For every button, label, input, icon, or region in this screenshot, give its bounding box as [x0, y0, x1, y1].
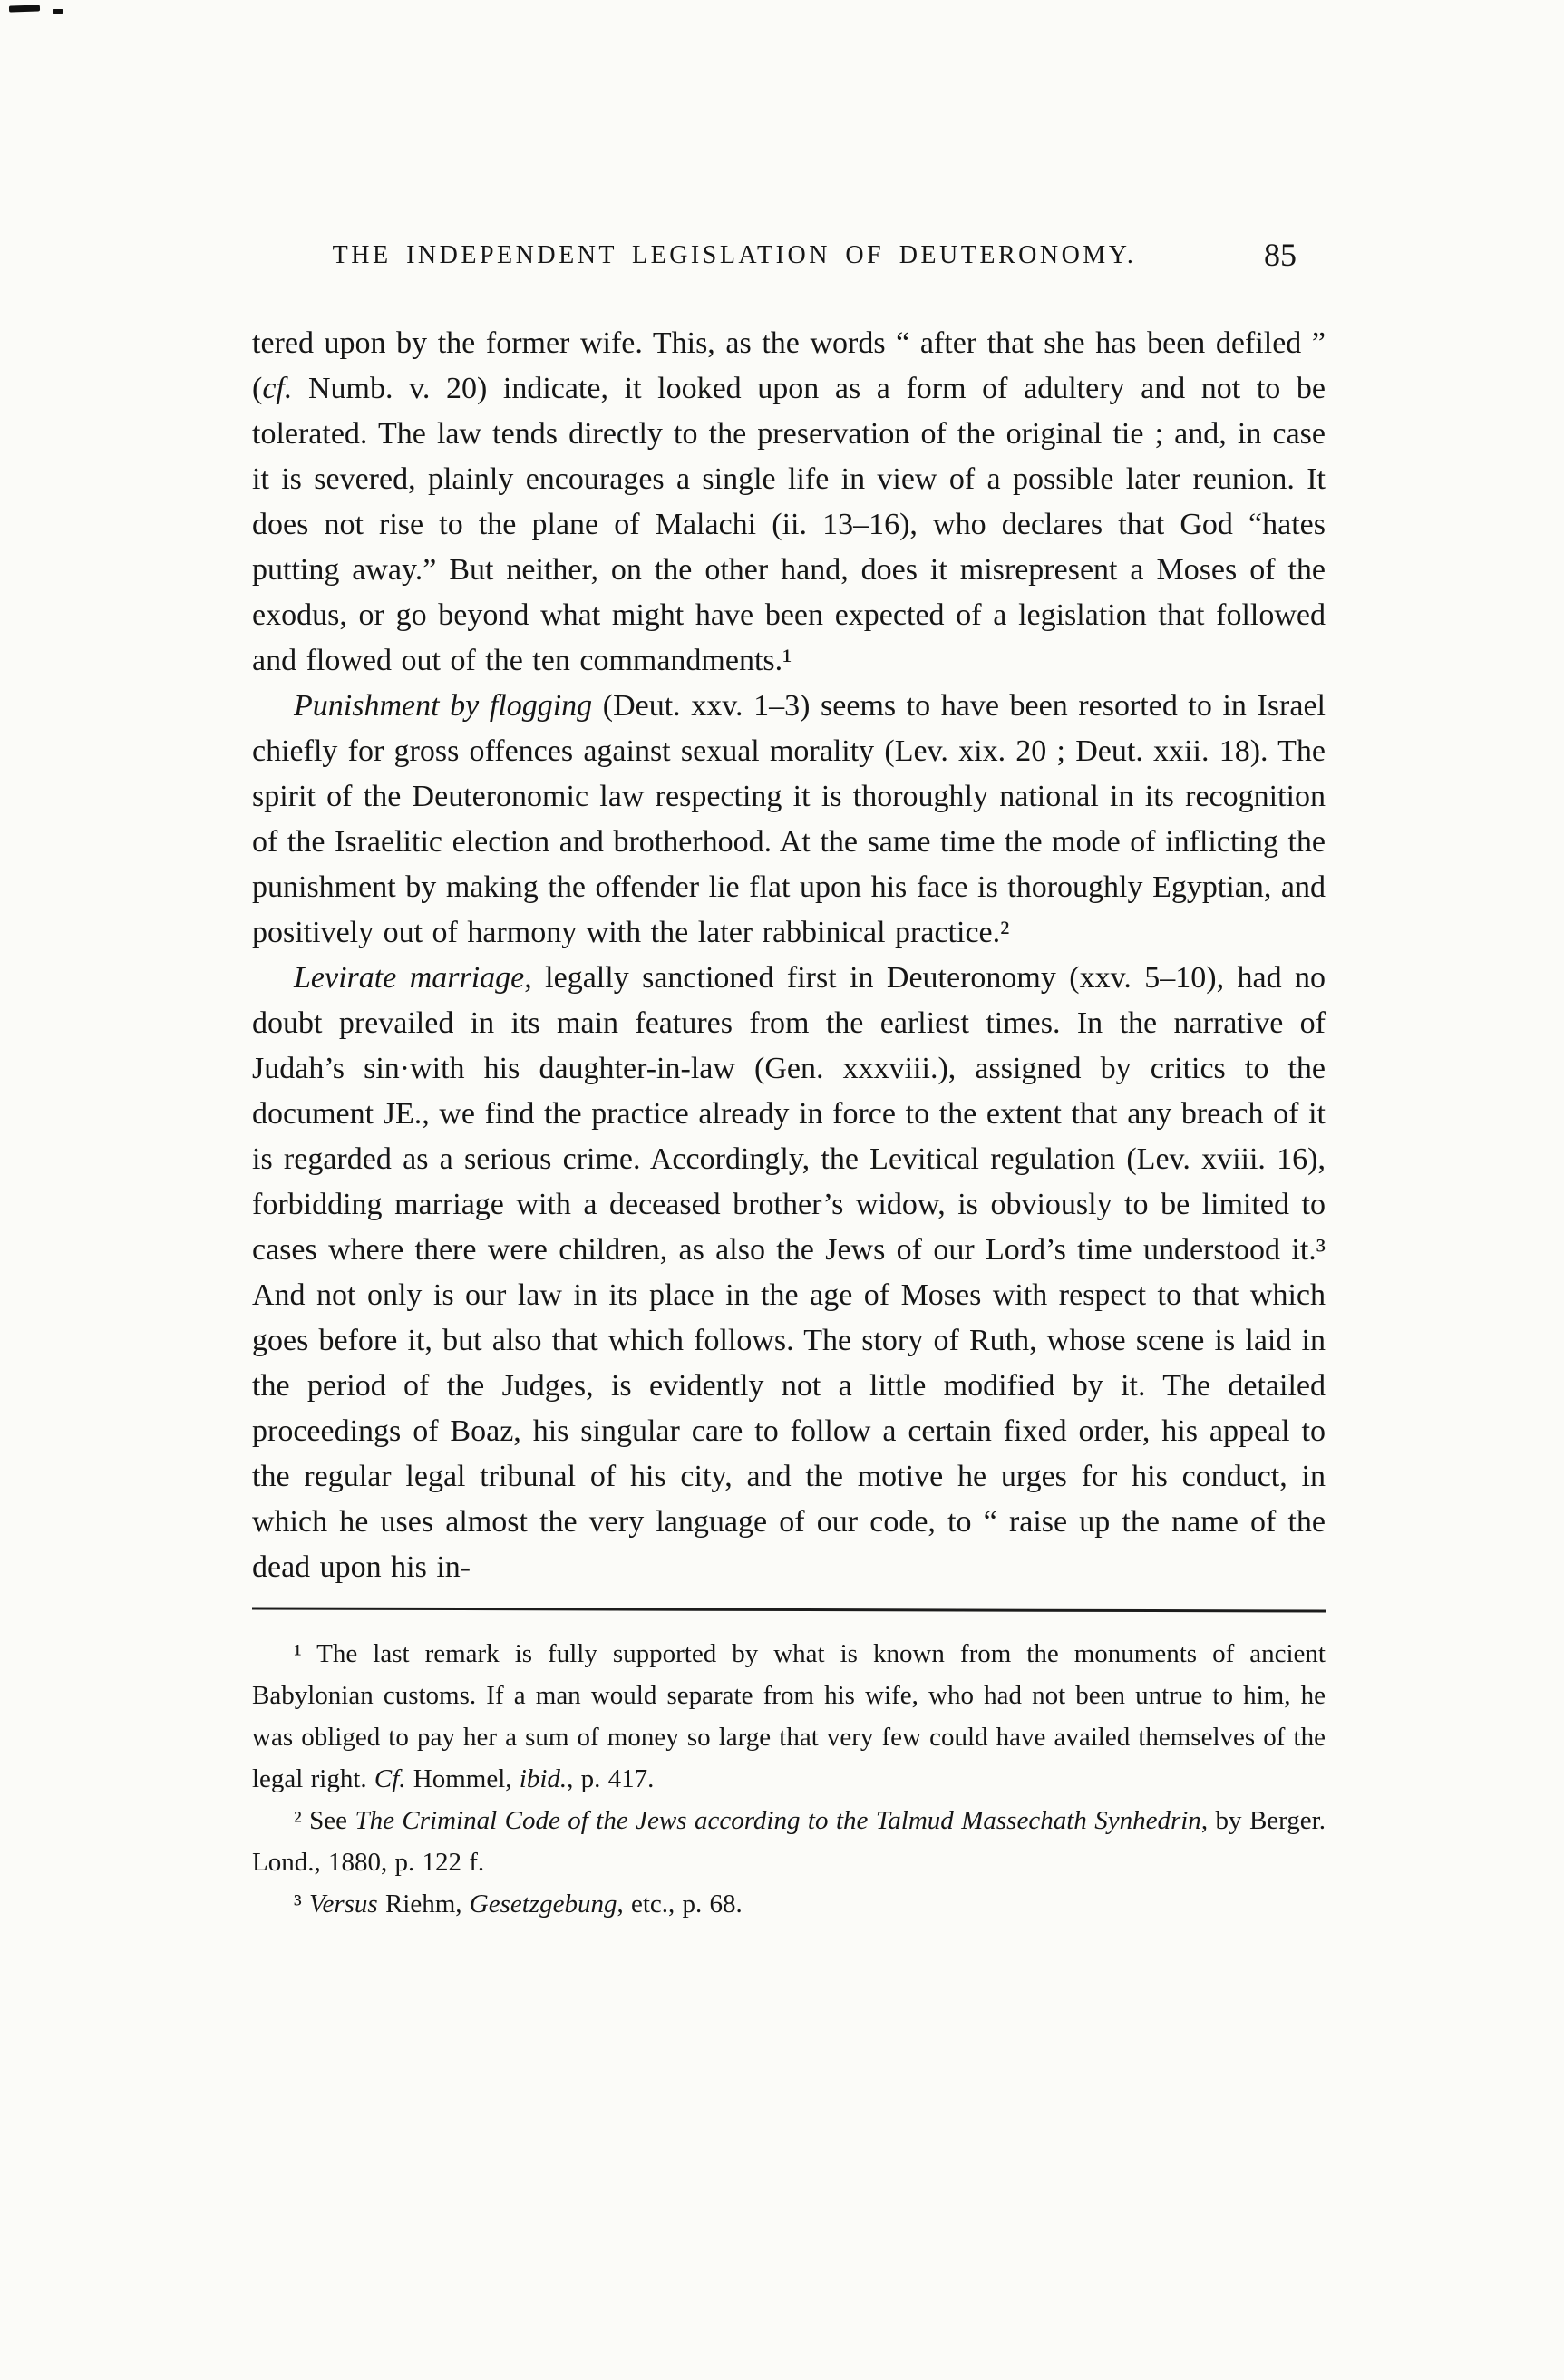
text-run: , legally sanctioned first in Deuteronomy (xxv. 5–10), had no doubt prevailed in its main features from the earliest times. In the narrative of Judah’s sin·with his daughter-in-law (Gen. xxxviii.), assigned by critics to the document JE., we find the practice already in force to the extent that any breach of it is regarded as a serious crime. Accordingly, the Levitical regulation (Lev. xviii. 16), forbidding marriage with a deceased brother’s widow, is obviously to be limited to cases where there were children, as also the Jews of our Lord’s time understood it.³ And not only is our law in its place in the age of Moses with respect to that which goes before it, but also that which follows. The story of Ruth, whose scene is laid in the period of the Judges, is evidently not a little modified by it. The detailed proceedings of Boaz, his singular care to follow a certain fixed order, his appeal to the regular legal tribunal of his city, and the motive he urges for his conduct, in which he uses almost the very language of our code, to “ raise up the name of the dead upon his in-	[252, 961, 1326, 1584]
paragraph	[252, 321, 1326, 684]
italic-text-run: ibid.	[519, 1764, 568, 1793]
text-block	[252, 237, 1326, 1925]
footnote	[252, 1800, 1326, 1883]
scan-artifact	[9, 5, 40, 12]
text-run: ³	[294, 1889, 309, 1919]
italic-text-run: Gesetzgebung	[469, 1889, 617, 1919]
footnotes-section	[252, 1633, 1326, 1925]
italic-text-run: Punishment by flogging	[294, 689, 593, 723]
text-run: , etc., p. 68.	[617, 1889, 743, 1919]
page-number: 85	[1264, 237, 1297, 273]
italic-text-run: Levirate marriage	[294, 961, 525, 995]
text-run: (Deut. xxv. 1–3) seems to have been resorted to in Israel chiefly for gross offences against sexual morality (Lev. xix. 20 ; Deut. xxii. 18). The spirit of the Deuteronomic law respecting it is thoroughly national in its recognition of the Israelitic election and brotherhood. At the same time the mode of inflicting the punishment by making the offender lie flat upon his face is thoroughly Egyptian, and positively out of harmony with the later rabbinical practice.²	[252, 689, 1326, 949]
italic-text-run: cf.	[262, 372, 293, 405]
text-run: ¹ The last remark is fully supported by what is known from the monuments of ancient Babylonian customs. If a man would separate from his wife, who had not been untrue to him, he was obliged to pay her a sum of money so large that very few could have availed themselves of the legal right.	[252, 1639, 1326, 1793]
text-run: , p. 417.	[567, 1764, 655, 1793]
text-run: Numb. v. 20) indicate, it looked upon as a form of adultery and not to be tolerated. The law tends directly to the preservation of the original tie ; and, in case it is severed, plainly encourages a single life in view of a possible later reunion. It does not rise to the plane of Malachi (ii. 13–16), who declares that God “hates putting away.” But neither, on the other hand, does it misrepresent a Moses of the exodus, or go beyond what might have been expected of a legislation that followed and flowed out of the ten commandments.¹	[252, 372, 1326, 677]
text-run: Riehm,	[377, 1889, 470, 1919]
footnote-separator-rule	[252, 1607, 1326, 1612]
text-run: Hommel,	[405, 1764, 520, 1793]
running-title: THE INDEPENDENT LEGISLATION OF DEUTERONOMY.	[332, 241, 1137, 269]
scan-artifact	[53, 9, 63, 14]
italic-text-run: Versus	[308, 1889, 378, 1919]
italic-text-run: The Criminal Code of the Jews according to the Talmud Massechath Synhedrin	[355, 1806, 1201, 1835]
running-header	[252, 237, 1326, 281]
text-run: ² See	[294, 1806, 355, 1835]
footnote	[252, 1633, 1326, 1800]
text-run: , by Berger. Lond., 1880, p. 122 f.	[252, 1806, 1326, 1877]
body-text	[252, 321, 1326, 1590]
paragraph	[252, 684, 1326, 956]
italic-text-run: Cf.	[374, 1764, 406, 1793]
text-run: tered upon by the former wife. This, as the words “ after that she has been defiled ” (	[252, 326, 1326, 405]
paragraph	[252, 956, 1326, 1590]
footnote	[252, 1883, 1326, 1925]
